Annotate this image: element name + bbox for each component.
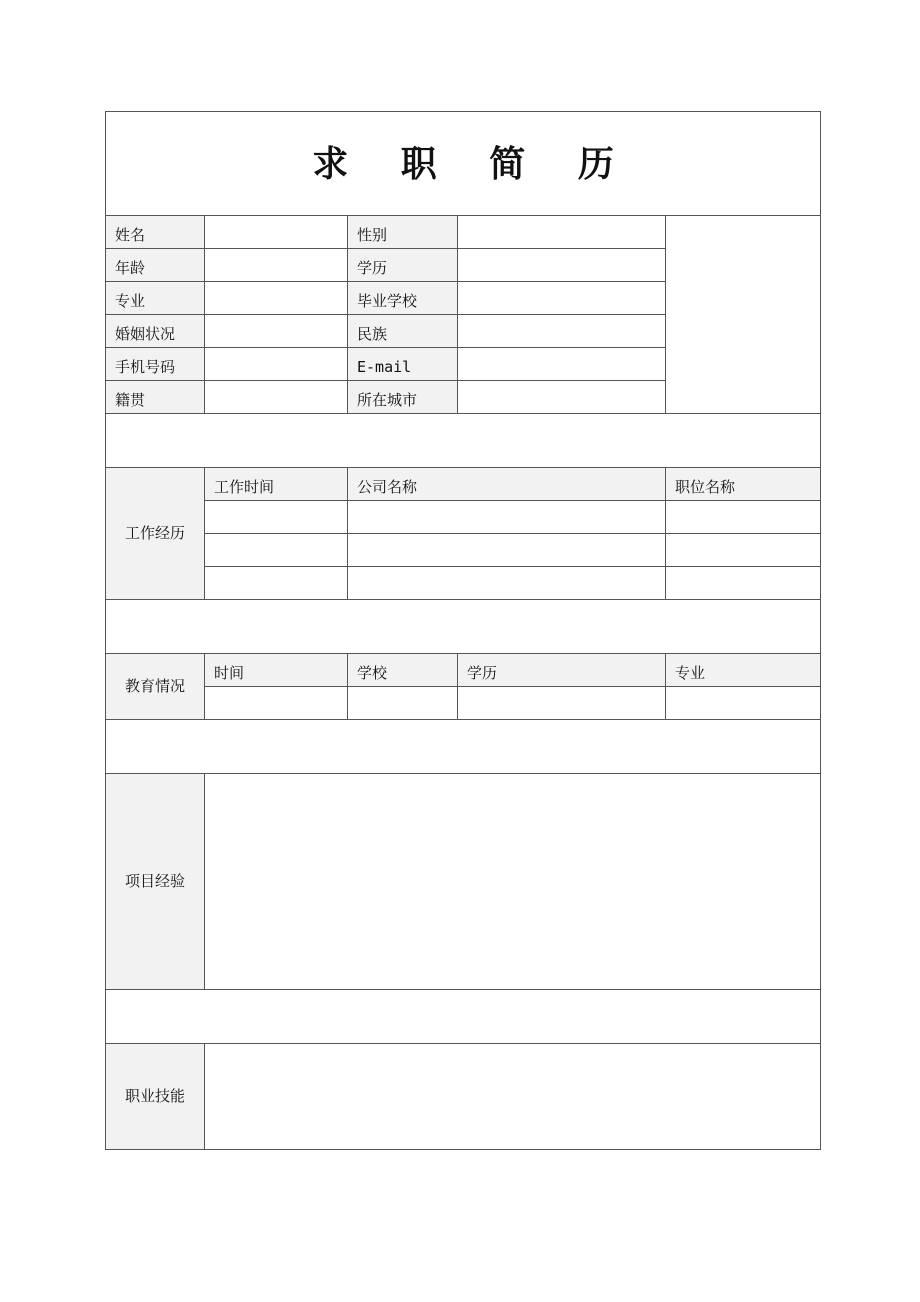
work-company-field[interactable] xyxy=(348,501,666,534)
major-label: 专业 xyxy=(106,282,205,315)
gender-label: 性别 xyxy=(348,216,458,249)
spacer-cell xyxy=(106,720,821,774)
school-field[interactable] xyxy=(458,282,666,315)
city-field[interactable] xyxy=(458,381,666,414)
city-label: 所在城市 xyxy=(348,381,458,414)
work-header-position: 职位名称 xyxy=(666,468,821,501)
title-row xyxy=(106,112,821,216)
work-time-field[interactable] xyxy=(205,567,348,600)
marital-label: 婚姻状况 xyxy=(106,315,205,348)
work-header-row xyxy=(106,468,821,501)
skills-field[interactable] xyxy=(205,1044,821,1150)
education-school-field[interactable] xyxy=(348,687,458,720)
age-field[interactable] xyxy=(205,249,348,282)
ethnicity-label: 民族 xyxy=(348,315,458,348)
education-time-field[interactable] xyxy=(205,687,348,720)
phone-label: 手机号码 xyxy=(106,348,205,381)
spacer-row xyxy=(106,990,821,1044)
work-company-field[interactable] xyxy=(348,534,666,567)
hometown-field[interactable] xyxy=(205,381,348,414)
education-label: 学历 xyxy=(348,249,458,282)
phone-field[interactable] xyxy=(205,348,348,381)
personal-row-1 xyxy=(106,216,821,249)
name-field[interactable] xyxy=(205,216,348,249)
spacer-row xyxy=(106,414,821,468)
spacer-cell xyxy=(106,600,821,654)
age-label: 年龄 xyxy=(106,249,205,282)
work-position-field[interactable] xyxy=(666,501,821,534)
work-row xyxy=(106,534,821,567)
work-row xyxy=(106,501,821,534)
projects-section-label: 项目经验 xyxy=(106,774,205,990)
email-field[interactable] xyxy=(458,348,666,381)
work-time-field[interactable] xyxy=(205,534,348,567)
work-position-field[interactable] xyxy=(666,534,821,567)
page-title: 求 职 简 历 xyxy=(312,142,634,185)
work-row xyxy=(106,567,821,600)
projects-field[interactable] xyxy=(205,774,821,990)
school-label: 毕业学校 xyxy=(348,282,458,315)
resume-table xyxy=(105,111,821,1150)
skills-row xyxy=(106,1044,821,1150)
education-row xyxy=(106,687,821,720)
spacer-cell xyxy=(106,414,821,468)
work-header-company: 公司名称 xyxy=(348,468,666,501)
ethnicity-field[interactable] xyxy=(458,315,666,348)
major-field[interactable] xyxy=(205,282,348,315)
work-company-field[interactable] xyxy=(348,567,666,600)
title-cell xyxy=(106,112,821,216)
work-header-time: 工作时间 xyxy=(205,468,348,501)
hometown-label: 籍贯 xyxy=(106,381,205,414)
marital-field[interactable] xyxy=(205,315,348,348)
education-degree-field[interactable] xyxy=(458,687,666,720)
education-header-time: 时间 xyxy=(205,654,348,687)
education-major-field[interactable] xyxy=(666,687,821,720)
work-time-field[interactable] xyxy=(205,501,348,534)
education-header-major: 专业 xyxy=(666,654,821,687)
spacer-cell xyxy=(106,990,821,1044)
projects-row xyxy=(106,774,821,990)
education-header-school: 学校 xyxy=(348,654,458,687)
photo-area[interactable] xyxy=(666,216,821,414)
gender-field[interactable] xyxy=(458,216,666,249)
education-section-label: 教育情况 xyxy=(106,654,205,720)
education-header-row xyxy=(106,654,821,687)
email-label: E-mail xyxy=(348,348,458,381)
work-position-field[interactable] xyxy=(666,567,821,600)
spacer-row xyxy=(106,720,821,774)
education-field[interactable] xyxy=(458,249,666,282)
education-header-degree: 学历 xyxy=(458,654,666,687)
work-section-label: 工作经历 xyxy=(106,468,205,600)
spacer-row xyxy=(106,600,821,654)
skills-section-label: 职业技能 xyxy=(106,1044,205,1150)
name-label: 姓名 xyxy=(106,216,205,249)
